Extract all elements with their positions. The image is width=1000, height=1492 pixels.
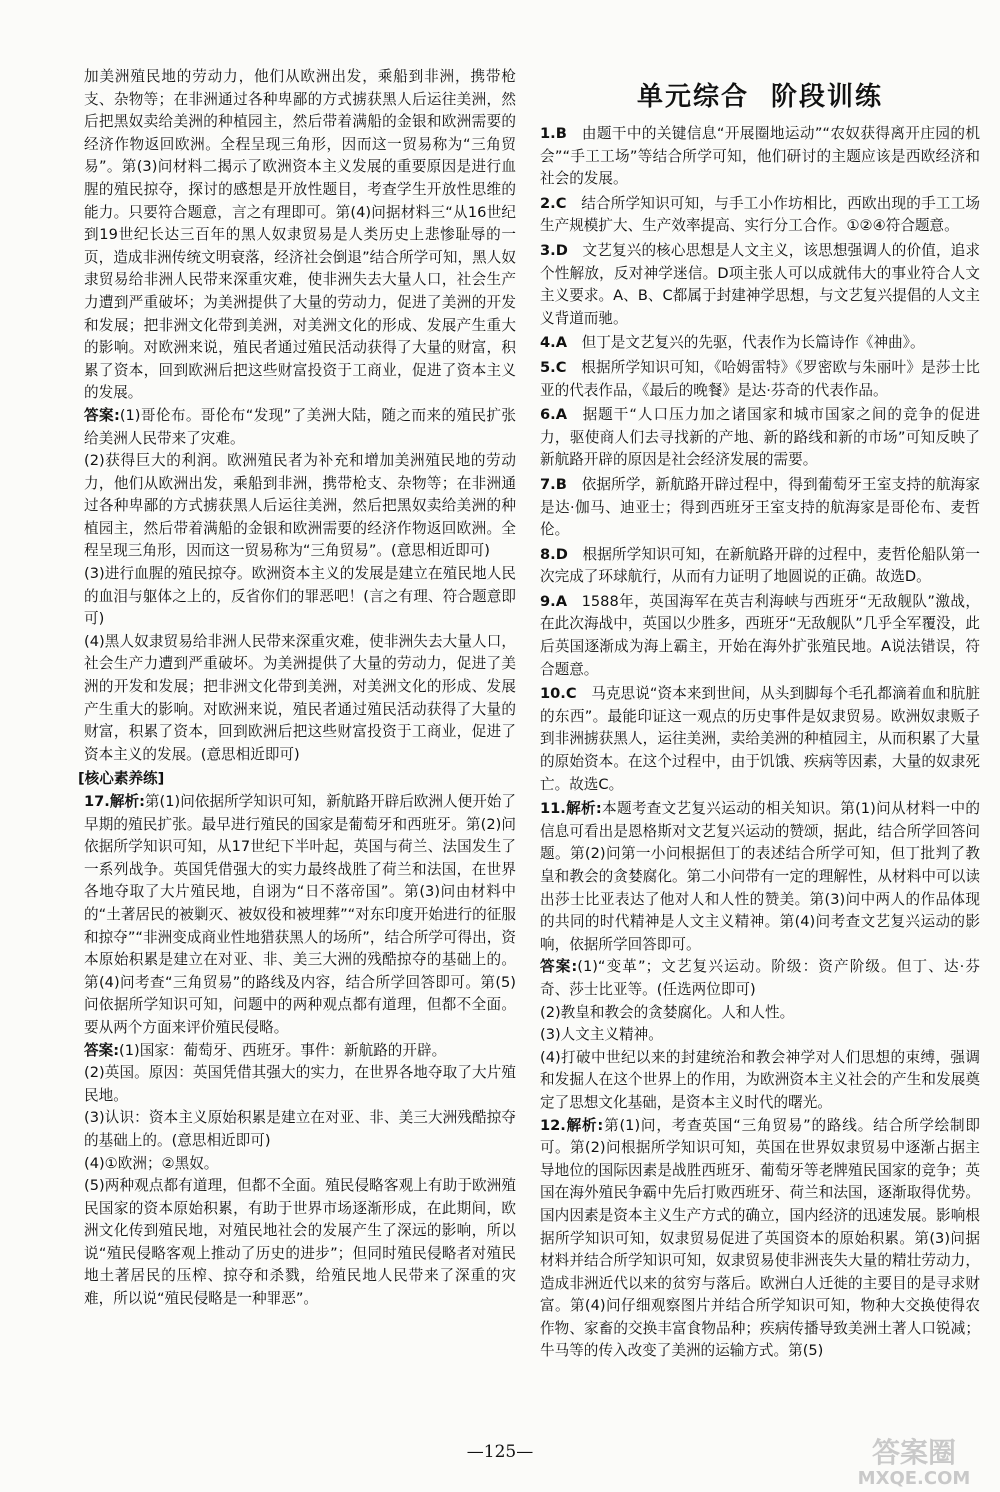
- item-text: 依据所学，新航路开辟过程中，得到葡萄牙王室支持的航海家是达·伽马、迪亚士；得到西班牙王室支持的航海家是哥伦布、麦哲伦。: [540, 475, 980, 539]
- item-number: 2.C: [540, 194, 567, 212]
- item-number: 6.A: [540, 406, 567, 424]
- answer-text: (1)“变革”；文艺复兴运动。阶级：资产阶级。但丁、达·芬奇、莎士比亚等。(任选两位即可): [540, 958, 980, 998]
- answer-label: 答案:: [84, 406, 120, 424]
- left-column: [78, 66, 516, 1311]
- q17-analysis-text: 第(1)问依据所学知识可知，新航路开辟后欧洲人便开始了早期的殖民扩张。最早进行殖民的国家是葡萄牙和西班牙。第(2)问依据所学知识可知，从17世纪下半叶起，英国与荷兰、法国发生了一系列战争。英国凭借强大的实力最终战胜了荷兰和法国，在世界各地夺取了大片殖民地，自诩为“日不落帝国”。第(3)问由材料中的“土著居民的被剿灭、被奴役和被埋葬”“对东印度开始进行的征服和掠夺”“非洲变成商业性地猎获黑人的场所”，结合所学可得出，资本原始积累是建立在对亚、非、美三大洲的残酷掠夺的基础上的。第(4)问考查“三角贸易”的路线及内容，结合所学回答即可。第(5)问依据所学知识可知，问题中的两种观点都有道理，但都不全面。要从两个方面来评价殖民侵略。: [84, 793, 516, 1036]
- item-number: 5.C: [540, 358, 567, 376]
- answer-4: (4)黑人奴隶贸易给非洲人民带来深重灾难，使非洲失去大量人口，社会生产力遭到严重破坏。为美洲提供了大量的劳动力，促进了美洲的开发和发展；把非洲文化带到美洲，对美洲文化的形成、发展产生重大的影响。对欧洲来说，殖民者通过殖民活动获得了大量的财富，积累了资本，回到欧洲后把这些财富投资于工商业，促进了资本主义的发展。(意思相近即可): [84, 632, 516, 763]
- q11-analysis-text: 本题考查文艺复兴运动的相关知识。第(1)问从材料一中的信息可看出是恩格斯对文艺复兴运动的赞颂，据此，结合所学回答问题。第(2)问第一小问根据但丁的表述结合所学可知，但丁批判了教皇和教会的贪婪腐化。第二小问带有一定的理解性，从材料中可以读出莎士比亚表达了他对人和人性的赞美。第(3)问中两人的作品体现的共同的时代精神是人文主义精神。第(4)问考查文艺复兴运动的影响，依据所学回答即可。: [540, 800, 980, 953]
- answer-item: [540, 193, 980, 238]
- answer-item: [540, 123, 980, 191]
- watermark-line1: 答案圈: [871, 1436, 957, 1469]
- q11-answer-4: (4)打破中世纪以来的封建统治和教会神学对人们思想的束缚，强调和发掘人在这个世界上的作用，为欧洲资本主义社会的产生和发展奠定了思想文化基础，是资本主义时代的曙光。: [540, 1048, 980, 1111]
- answer-item: [540, 474, 980, 542]
- answer-item: [540, 683, 980, 796]
- item-number: 8.D: [540, 545, 568, 563]
- q11-answer-3: (3)人文主义精神。: [540, 1026, 663, 1044]
- item-text: 据题干“人口压力加之诸国家和城市国家之间的竞争的促进力，驱使商人们去寻找新的产地、新的路线和新的市场”可知反映了新航路开辟的原因是社会经济发展的需要。: [540, 406, 980, 469]
- item-number: 7.B: [540, 475, 567, 493]
- item-number: 4.A: [540, 334, 567, 352]
- answer-item: [540, 591, 980, 681]
- answer-item: [540, 357, 980, 402]
- q17-answer-1: [84, 1040, 516, 1063]
- answer-label: 答案:: [84, 1041, 120, 1059]
- answer-item: [540, 404, 980, 472]
- page-number: —125—: [466, 1442, 534, 1462]
- q12-number: 12.: [540, 1116, 566, 1134]
- answer-3: (3)进行血腥的殖民掠夺。欧洲资本主义的发展是建立在殖民地人民的血泪与躯体之上的，反省你们的罪恶吧！(言之有理、符合题意即可): [84, 565, 516, 628]
- answer-list: [540, 123, 980, 796]
- answer-item: [540, 544, 980, 589]
- analysis-continuation: 加美洲殖民地的劳动力，他们从欧洲出发，乘船到非洲，携带枪支、杂物等；在非洲通过各种卑鄙的方式掳获黑人后运往美洲，然后把黑奴卖给美洲的种植园主，然后带着满船的金银和欧洲需要的经济作物返回欧洲。全程呈现三角形，因而这一贸易称为“三角贸易”。第(3)问材料二揭示了欧洲资本主义发展的重要原因是进行血腥的殖民掠夺，探讨的感想是开放性题目，考查学生开放性思维的能力。只要符合题意，言之有理即可。第(4)问据材料三“从16世纪到19世纪长达三百年的黑人奴隶贸易是人类历史上悲惨耻辱的一页，造成非洲传统文明衰落，经济社会倒退”结合所学可知，黑人奴隶贸易给非洲人民带来深重灾难，使非洲失去大量人口，社会生产力遭到严重破坏；为美洲提供了大量的劳动力，促进了美洲的开发和发展；把非洲文化带到美洲，对美洲文化的形成、发展产生重大的影响。对欧洲来说，殖民者通过殖民活动获得了大量的财富，积累了资本，回到欧洲后把这些财富投资于工商业，促进了资本主义的发展。: [84, 68, 516, 402]
- answer-text: (1)哥伦布。哥伦布“发现”了美洲大陆，随之而来的殖民扩张给美洲人民带来了灾难。: [84, 406, 516, 447]
- item-text: 根据所学知识可知，在新航路开辟的过程中，麦哲伦船队第一次完成了环球航行，从而有力证明了地圆说的正确。故选D。: [540, 545, 980, 586]
- watermark-line2: MXQE.COM: [857, 1468, 971, 1488]
- q11-answer-1: [540, 956, 980, 1001]
- answer-item: [540, 240, 980, 330]
- item-number: 1.B: [540, 125, 567, 142]
- q12-analysis-text: 第(1)问，考查英国“三角贸易”的路线。结合所学绘制即可。第(2)问根据所学知识可知，英国在世界奴隶贸易中逐渐占据主导地位的国际因素是战胜西班牙、葡萄牙等老牌殖民国家的竞争；英国在海外殖民争霸中先后打败西班牙、荷兰和法国，逐渐取得优势。国内因素是资本主义生产方式的确立，国内经济的迅速发展。影响根据所学知识可知，奴隶贸易促进了英国资本的原始积累。第(3)问据材料并结合所学知识可知，奴隶贸易使非洲丧失大量的精壮劳动力，造成非洲近代以来的贫穷与落后。欧洲白人迁徙的主要目的是寻求财富。第(4)问仔细观察图片并结合所学知识可知，物种大交换使得农作物、家畜的交换丰富食物品种；疾病传播导致美洲土著人口锐减；牛马等的传入改变了美洲的运输方式。第(5): [540, 1116, 981, 1360]
- item-number: 3.D: [540, 241, 568, 259]
- q12-analysis: [540, 1115, 980, 1364]
- item-text: 根据所学知识可知，《哈姆雷特》《罗密欧与朱丽叶》是莎士比亚的代表作品，《最后的晚餐》是达·芬奇的代表作品。: [540, 358, 980, 399]
- section-title: [540, 76, 980, 113]
- q17-number: 17.: [84, 793, 110, 810]
- answer-text: (1)国家：葡萄牙、西班牙。事件：新航路的开辟。: [119, 1041, 447, 1059]
- item-number: 10.C: [540, 685, 577, 703]
- right-column: [540, 72, 980, 1363]
- q17-answer-4: (4)①欧洲；②黑奴。: [84, 1154, 219, 1172]
- q11-number: 11.: [540, 800, 566, 818]
- answer-1: [84, 405, 516, 450]
- watermark-logo: [838, 1432, 990, 1488]
- q17-answer-2: (2)英国。原因：英国凭借其强大的实力，在世界各地夺取了大片殖民地。: [84, 1064, 516, 1104]
- section-title-part-b: 阶段训练: [771, 82, 884, 112]
- item-text: 文艺复兴的核心思想是人文主义，该思想强调人的价值，追求个性解放，反对神学迷信。D项主张人可以成就伟大的事业符合人文主义要求。A、B、C都属于封建神学思想，与文艺复兴提倡的人文主义背道而驰。: [540, 241, 980, 327]
- answer-label: 答案:: [540, 958, 578, 976]
- section-title-part-a: 单元综合: [636, 82, 749, 112]
- analysis-label: 解析:: [565, 1116, 604, 1134]
- answer-2: (2)获得巨大的利润。欧洲殖民者为补充和增加美洲殖民地的劳动力，他们从欧洲出发，乘船到非洲，携带枪支、杂物等；在非洲通过各种卑鄙的方式掳获黑人后运往美洲，然后把黑奴卖给美洲的种植园主，然后带着满船的金银和欧洲需要的经济作物返回欧洲。全程呈现三角形，因而这一贸易称为“三角贸易”。(意思相近即可): [84, 452, 516, 560]
- answer-item: [540, 332, 980, 355]
- item-text: 由题干中的关键信息“开展圈地运动”“农奴获得离开庄园的机会”“手工工场”等结合所学可知，他们研讨的主题应该是西欧经济和社会的发展。: [540, 125, 980, 188]
- item-text: 但丁是文艺复兴的先驱，代表作为长篇诗作《神曲》。: [581, 334, 925, 352]
- analysis-label: 解析:: [565, 800, 602, 818]
- q11-answer-2: (2)教皇和教会的贪婪腐化。人和人性。: [540, 1003, 795, 1021]
- analysis-label: 解析:: [109, 793, 145, 810]
- item-text: 结合所学知识可知，与手工小作坊相比，西欧出现的手工工场生产规模扩大、生产效率提高、实行分工合作。①②④符合题意。: [540, 194, 980, 235]
- q17-analysis: [84, 791, 516, 1040]
- item-text: 1588年，英国海军在英吉利海峡与西班牙“无敌舰队”激战，在此次海战中，英国以少胜多，西班牙“无敌舰队”几乎全军覆没，此后英国逐渐成为海上霸主，开始在海外扩张殖民地。A说法错误，符合题意。: [540, 592, 980, 678]
- item-number: 9.A: [540, 592, 567, 610]
- q11-analysis: [540, 798, 980, 956]
- q17-answer-5: (5)两种观点都有道理，但都不全面。殖民侵略客观上有助于欧洲殖民国家的资本原始积累，有助于世界市场逐渐形成，在此期间，欧洲文化传到殖民地，对殖民地社会的发展产生了深远的影响，所以说“殖民侵略客观上推动了历史的进步”；但同时殖民侵略者对殖民地土著居民的压榨、掠夺和杀戮，给殖民地人民带来了深重的灾难，所以说“殖民侵略是一种罪恶”。: [84, 1177, 516, 1308]
- core-section-heading: [核心素养练]: [78, 770, 165, 788]
- q17-answer-3: (3)认识：资本主义原始积累是建立在对亚、非、美三大洲残酷掠夺的基础上的。(意思相近即可): [84, 1109, 516, 1149]
- item-text: 马克思说“资本来到世间，从头到脚每个毛孔都滴着血和肮脏的东西”。最能印证这一观点的历史事件是奴隶贸易。欧洲奴隶贩子到非洲掳获黑人，运往美洲，卖给美洲的种植园主，从而积累了大量的原始资本。在这个过程中，由于饥饿、疾病等因素，大量的奴隶死亡。故选C。: [540, 685, 980, 793]
